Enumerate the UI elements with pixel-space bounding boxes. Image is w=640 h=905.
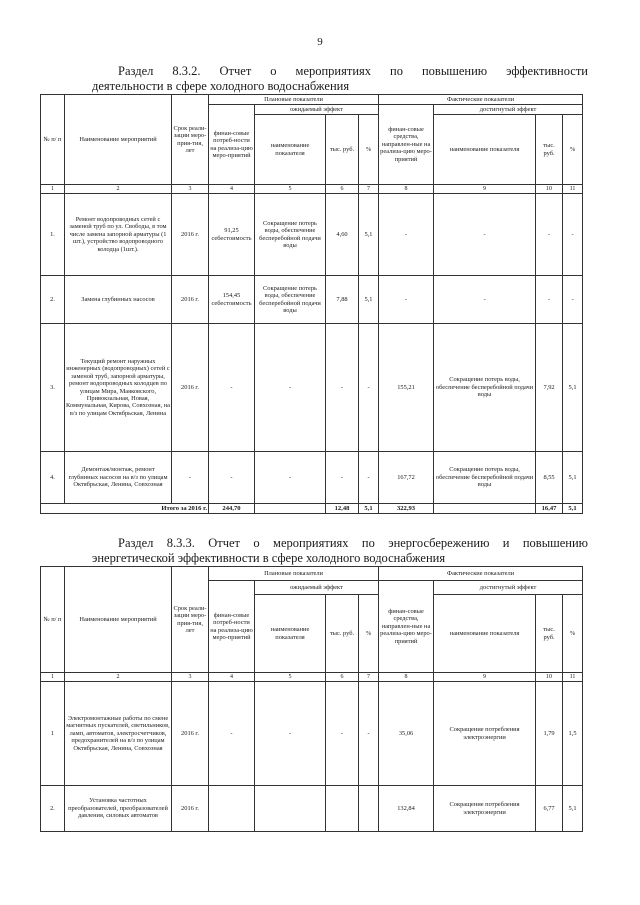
row-event-name: Ремонт водопроводных сетей с заменой труб по ул. Свободы, в том числе замена запорной арматуры (1 шт.), устройство водопроводного колодца (1шт.). [65, 194, 172, 276]
header-num: № п/ п [41, 567, 65, 673]
row-plan-financing [209, 786, 255, 832]
table-row [41, 452, 583, 504]
row-plan-rub: 4,60 [326, 194, 359, 276]
total-plan-pct: 5,1 [359, 504, 379, 514]
row-fact-financing: 35,06 [379, 682, 434, 786]
row-fact-financing: 132,84 [379, 786, 434, 832]
total-plan-financing: 244,70 [209, 504, 255, 514]
col-number: 1 [41, 185, 65, 194]
table-row [41, 194, 583, 276]
row-fact-indicator: - [434, 194, 536, 276]
header-indicator-name: наименование показателя [255, 595, 326, 673]
row-num: 1. [41, 194, 65, 276]
row-fact-rub: 7,92 [536, 324, 563, 452]
col-number: 2 [65, 185, 172, 194]
row-plan-rub [326, 786, 359, 832]
total-fact-indicator [434, 504, 536, 514]
row-fact-indicator: Сокращение потребления электроэнергии [434, 786, 536, 832]
header-percent: % [359, 115, 379, 185]
row-plan-pct: - [359, 452, 379, 504]
row-event-name: Электромонтажные работы по смене магнитных пускателей, светильников, ламп, автоматов, электросчетчиков, предохранителей на в/з по улицам Октябрьская, Ленина, Совхозная [65, 682, 172, 786]
row-fact-pct: 5,1 [563, 452, 583, 504]
header-term: Срок реали-зации меро-прия-тия, лет [172, 567, 209, 673]
header-indicator-name: наименование показателя [434, 115, 536, 185]
col-number: 5 [255, 673, 326, 682]
col-number: 11 [563, 185, 583, 194]
table-row [41, 682, 583, 786]
header-actual-financing: финан-совые средства, направлен-ные на реализа-цию меро-приятий [379, 581, 434, 673]
row-plan-indicator: - [255, 682, 326, 786]
row-fact-indicator: Сокращение потерь воды, обеспечение бесперебойной подачи воды [434, 324, 536, 452]
row-fact-rub: 6,77 [536, 786, 563, 832]
row-term: 2016 г. [172, 194, 209, 276]
col-number: 11 [563, 673, 583, 682]
header-thousand-rub: тыс. руб. [326, 595, 359, 673]
header-planned: Плановые показатели [209, 567, 379, 581]
col-number: 8 [379, 185, 434, 194]
col-number: 10 [536, 673, 563, 682]
row-plan-rub: - [326, 452, 359, 504]
header-event-name: Наименование мероприятий [65, 95, 172, 185]
header-thousand-rub: тыс. руб. [536, 115, 563, 185]
row-plan-rub: - [326, 324, 359, 452]
energy-saving-events-table [40, 566, 583, 832]
header-indicator-name: наименование показателя [255, 115, 326, 185]
row-plan-financing: - [209, 452, 255, 504]
row-fact-rub: 8,55 [536, 452, 563, 504]
section-8-3-2-title-continued: деятельности в сфере холодного водоснабжения [92, 79, 350, 93]
row-num: 3. [41, 324, 65, 452]
header-achieved-effect: достигнутый эффект [434, 581, 583, 595]
row-plan-financing: - [209, 682, 255, 786]
row-fact-pct: 5,1 [563, 324, 583, 452]
row-fact-indicator: Сокращение потребления электроэнергии [434, 682, 536, 786]
header-expected-effect: ожидаемый эффект [255, 581, 379, 595]
col-number: 4 [209, 185, 255, 194]
row-plan-financing: - [209, 324, 255, 452]
row-fact-financing: - [379, 276, 434, 324]
efficiency-events-table [40, 94, 583, 514]
row-event-name: Текущий ремонт наружных инженерных (водопроводных) сетей с заменой труб, запорной арматуры, ремонт водопроводных колодцев по улицам Мира, Маяковского, Привокзальная, Новая, Коммунальная, Кирова, Совхозная, на в/з по улицам Октябрьская, Ленина [65, 324, 172, 452]
row-plan-pct: 5,1 [359, 276, 379, 324]
header-thousand-rub: тыс. руб. [326, 115, 359, 185]
row-plan-indicator: - [255, 324, 326, 452]
header-planned: Плановые показатели [209, 95, 379, 105]
header-actual: Фактические показатели [379, 95, 583, 105]
row-fact-rub: - [536, 194, 563, 276]
row-term: 2016 г. [172, 276, 209, 324]
table-row [41, 324, 583, 452]
row-plan-pct [359, 786, 379, 832]
col-number: 6 [326, 185, 359, 194]
col-number: 9 [434, 673, 536, 682]
row-term: - [172, 452, 209, 504]
col-number: 6 [326, 673, 359, 682]
col-number: 8 [379, 673, 434, 682]
section-8-3-3-title: Раздел 8.3.3. Отчет о мероприятиях по энергосбережению и повышению [118, 536, 588, 550]
row-fact-pct: - [563, 194, 583, 276]
row-plan-rub: - [326, 682, 359, 786]
row-num: 1 [41, 682, 65, 786]
col-number: 4 [209, 673, 255, 682]
header-expected-effect: ожидаемый эффект [255, 105, 379, 115]
page-number: 9 [317, 36, 323, 48]
total-plan-rub: 12,48 [326, 504, 359, 514]
header-percent: % [563, 115, 583, 185]
total-label: Итого за 2016 г. [41, 504, 209, 514]
row-fact-pct: 1,5 [563, 682, 583, 786]
row-num: 2. [41, 276, 65, 324]
col-number: 10 [536, 185, 563, 194]
row-plan-indicator: Сокращение потерь воды, обеспечение бесперебойной подачи воды [255, 194, 326, 276]
col-number: 7 [359, 185, 379, 194]
row-plan-rub: 7,88 [326, 276, 359, 324]
header-event-name: Наименование мероприятий [65, 567, 172, 673]
col-number: 3 [172, 185, 209, 194]
header-actual: Фактические показатели [379, 567, 583, 581]
table-row [41, 276, 583, 324]
total-plan-indicator [255, 504, 326, 514]
section-8-3-3-title-continued: энергетической эффективности в сфере холодного водоснабжения [92, 551, 446, 565]
row-event-name: Демонтаж/монтаж, ремонт глубинных насосов на в/з по улицам Октябрьская, Ленина, Совхозная [65, 452, 172, 504]
row-term: 2016 г. [172, 786, 209, 832]
row-event-name: Замена глубинных насосов [65, 276, 172, 324]
col-number: 3 [172, 673, 209, 682]
header-indicator-name: наименование показателя [434, 595, 536, 673]
row-term: 2016 г. [172, 324, 209, 452]
row-num: 2. [41, 786, 65, 832]
header-achieved-effect: достигнутый эффект [434, 105, 583, 115]
header-term: Срок реали-зации меро-прия-тия, лет [172, 95, 209, 185]
row-plan-pct: - [359, 682, 379, 786]
col-number: 9 [434, 185, 536, 194]
row-fact-financing: 167,72 [379, 452, 434, 504]
header-actual-financing: финан-совые средства, направлен-ные на реализа-цию меро-приятий [379, 105, 434, 185]
total-fact-rub: 16,47 [536, 504, 563, 514]
row-term: 2016 г. [172, 682, 209, 786]
row-fact-pct: 5,1 [563, 786, 583, 832]
total-fact-pct: 5,1 [563, 504, 583, 514]
row-num: 4. [41, 452, 65, 504]
row-fact-financing: 155,21 [379, 324, 434, 452]
row-plan-indicator [255, 786, 326, 832]
header-planned-financing: финан-совые потреб-ности на реализа-цию меро-приятий [209, 581, 255, 673]
row-event-name: Установка частотных преобразователей, преобразователей давления, силовых автоматов [65, 786, 172, 832]
row-fact-rub: - [536, 276, 563, 324]
row-plan-indicator: - [255, 452, 326, 504]
header-num: № п/ п [41, 95, 65, 185]
header-percent: % [563, 595, 583, 673]
row-fact-rub: 1,79 [536, 682, 563, 786]
header-planned-financing: финан-совые потреб-ности на реализа-цию меро-приятий [209, 105, 255, 185]
total-fact-financing: 322,93 [379, 504, 434, 514]
row-fact-indicator: - [434, 276, 536, 324]
row-plan-indicator: Сокращение потерь воды, обеспечение бесперебойной подачи воды [255, 276, 326, 324]
row-fact-indicator: Сокращение потерь воды, обеспечение бесперебойной подачи воды [434, 452, 536, 504]
row-fact-financing: - [379, 194, 434, 276]
table-row [41, 786, 583, 832]
row-plan-pct: 5,1 [359, 194, 379, 276]
col-number: 2 [65, 673, 172, 682]
row-plan-financing: 154,45 себестоимость [209, 276, 255, 324]
col-number: 1 [41, 673, 65, 682]
header-thousand-rub: тыс. руб. [536, 595, 563, 673]
section-8-3-2-title: Раздел 8.3.2. Отчет о мероприятиях по повышению эффективности [118, 64, 588, 78]
row-plan-pct: - [359, 324, 379, 452]
total-row [41, 504, 583, 514]
header-percent: % [359, 595, 379, 673]
row-fact-pct: - [563, 276, 583, 324]
col-number: 7 [359, 673, 379, 682]
col-number: 5 [255, 185, 326, 194]
row-plan-financing: 91,25 себестоимость [209, 194, 255, 276]
